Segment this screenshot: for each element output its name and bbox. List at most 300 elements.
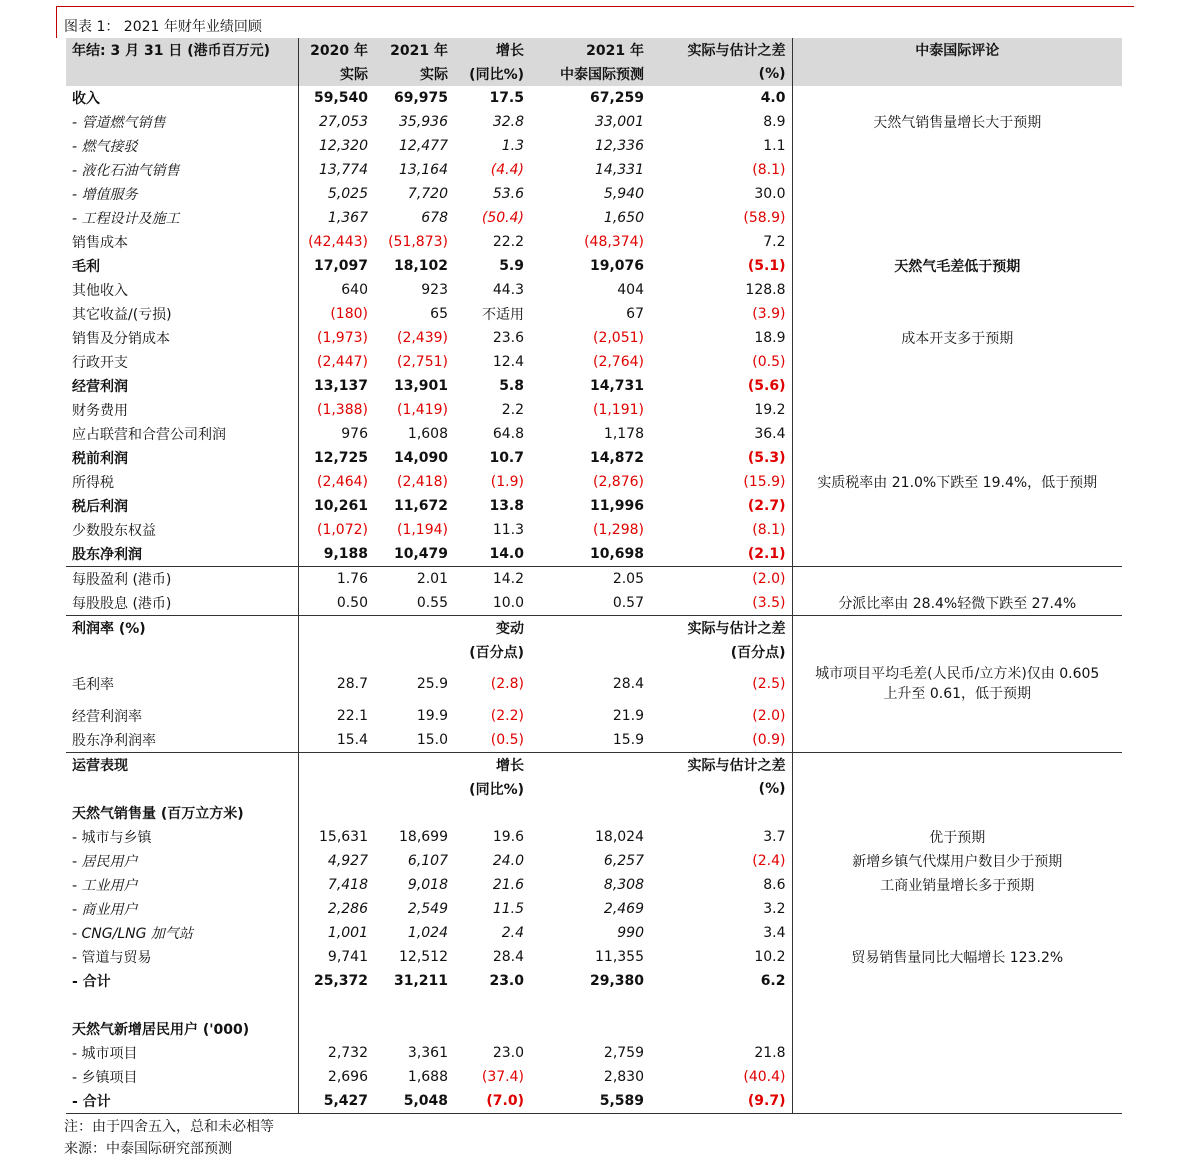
row-label: 销售及分销成本 — [66, 326, 298, 350]
value-diff: 36.4 — [650, 422, 792, 446]
value-growth: (2.2) — [490, 708, 524, 724]
table-row — [66, 446, 1122, 470]
table-body — [66, 38, 1122, 1113]
value-forecast: 14,731 — [589, 378, 644, 394]
row-label: - 商业用户 — [66, 897, 298, 921]
value-2020: 28.7 — [336, 676, 368, 692]
value-2021: 6,107 — [407, 853, 448, 869]
value-forecast: 29,380 — [589, 973, 644, 989]
row-comment — [792, 1089, 1122, 1113]
ops-diff-unit: (%) — [650, 777, 792, 801]
value-diff: (3.9) — [650, 302, 792, 326]
value-forecast: 404 — [617, 282, 644, 298]
header-2020: 2020 年 — [298, 38, 374, 62]
margin-comment-cell — [792, 616, 1122, 641]
value-2021: 3,361 — [407, 1045, 448, 1061]
value-2021: (1,419) — [396, 402, 448, 418]
row-label: 经营利润 — [66, 374, 298, 398]
table-row — [66, 278, 1122, 302]
row-comment: 实质税率由 21.0%下跌至 19.4%，低于预期 — [817, 475, 1098, 491]
row-comment: 分派比率由 28.4%轻微下跌至 27.4% — [838, 596, 1077, 612]
header-row-2 — [66, 62, 1122, 86]
left-frame-line — [56, 6, 57, 38]
table-row — [66, 134, 1122, 158]
value-2021: 31,211 — [393, 973, 448, 989]
value-diff: 7.2 — [650, 230, 792, 254]
value-2021: 2,549 — [407, 901, 448, 917]
value-diff: 30.0 — [650, 182, 792, 206]
value-growth: 11.3 — [492, 522, 524, 538]
value-diff: (8.1) — [650, 518, 792, 542]
value-2021: 25.9 — [416, 676, 448, 692]
value-growth: 1.3 — [501, 138, 524, 154]
new-customers-title — [66, 1017, 1122, 1041]
table-row — [66, 897, 1122, 921]
value-growth: 19.6 — [492, 829, 524, 845]
value-2020: 7,418 — [327, 877, 368, 893]
table-row — [66, 591, 1122, 616]
row-comment: 天然气销售量增长大于预期 — [873, 115, 1042, 131]
value-diff: (5.1) — [650, 254, 792, 278]
value-forecast: 990 — [617, 925, 644, 941]
table-row — [66, 567, 1122, 592]
value-2021: 9,018 — [407, 877, 448, 893]
value-2020: 4,927 — [327, 853, 368, 869]
value-2021: 5,048 — [403, 1093, 448, 1109]
row-label: - 增值服务 — [66, 182, 298, 206]
ops-change-header: 增长 — [454, 753, 530, 778]
footnotes — [64, 1116, 274, 1160]
table-row — [66, 728, 1122, 753]
table-row — [66, 1089, 1122, 1113]
value-growth: 14.2 — [454, 567, 530, 592]
value-diff: 6.2 — [650, 969, 792, 993]
row-comment — [792, 158, 1122, 182]
row-label: - CNG/LNG 加气站 — [66, 921, 298, 945]
row-label: - 液化石油气销售 — [66, 158, 298, 182]
value-diff: 4.0 — [650, 86, 792, 110]
value-growth: 12.4 — [492, 354, 524, 370]
ops-header-row-2 — [66, 777, 1122, 801]
value-diff: (2.0) — [650, 704, 792, 728]
header-2021: 2021 年 — [374, 38, 454, 62]
row-comment — [792, 1041, 1122, 1065]
value-2021: 11,672 — [393, 498, 448, 514]
row-comment — [792, 230, 1122, 254]
value-forecast: 33,001 — [595, 114, 644, 130]
table-row — [66, 86, 1122, 110]
table-row — [66, 158, 1122, 182]
value-forecast: 2,830 — [603, 1069, 644, 1085]
row-comment — [792, 518, 1122, 542]
source-note: 来源：中泰国际研究部预测 — [64, 1141, 232, 1157]
value-growth: 44.3 — [492, 282, 524, 298]
value-2021: 10,479 — [393, 546, 448, 562]
row-label: 股东净利润 — [66, 542, 298, 567]
value-2021: 35,936 — [399, 114, 448, 130]
value-2020: (2,464) — [316, 474, 368, 490]
row-label: 毛利 — [66, 254, 298, 278]
value-diff: 8.6 — [650, 873, 792, 897]
value-diff: 3.4 — [650, 921, 792, 945]
value-2021: 69,975 — [393, 90, 448, 106]
value-growth: 32.8 — [492, 114, 524, 130]
value-forecast: (48,374) — [584, 234, 644, 250]
row-label: 股东净利润率 — [66, 728, 298, 753]
table-row — [66, 110, 1122, 134]
value-diff: 3.7 — [650, 825, 792, 849]
value-2021: 0.55 — [416, 595, 448, 611]
value-2020: 0.50 — [336, 595, 368, 611]
value-diff: (3.5) — [650, 591, 792, 616]
row-label: - 城市与乡镇 — [66, 825, 298, 849]
value-growth: (4.4) — [490, 162, 524, 178]
value-2020: 2,696 — [327, 1069, 368, 1085]
row-label: 每股盈利 (港币) — [66, 567, 298, 592]
row-label: - 工程设计及施工 — [66, 206, 298, 230]
value-growth: (37.4) — [481, 1069, 524, 1085]
value-growth: 10.7 — [489, 450, 524, 466]
row-comment: 天然气毛差低于预期 — [894, 259, 1021, 275]
value-diff: (2.7) — [650, 494, 792, 518]
table-row — [66, 873, 1122, 897]
table-row — [66, 182, 1122, 206]
row-label: - 工业用户 — [66, 873, 298, 897]
header-2021-sub: 实际 — [374, 62, 454, 86]
value-growth: 23.0 — [489, 973, 524, 989]
figure-title: 图表 1： 2021 年财年业绩回顾 — [64, 19, 262, 35]
row-comment — [792, 422, 1122, 446]
ops-title: 运营表现 — [66, 753, 298, 778]
row-comment — [792, 897, 1122, 921]
value-forecast: 1,178 — [603, 426, 644, 442]
row-comment — [792, 567, 1122, 592]
value-2020: (2,447) — [316, 354, 368, 370]
value-diff: (2.4) — [650, 849, 792, 873]
value-2020: 13,137 — [313, 378, 368, 394]
row-label: - 城市项目 — [66, 1041, 298, 1065]
value-growth: 17.5 — [489, 90, 524, 106]
value-2021: 12,477 — [399, 138, 448, 154]
value-2021: 2.01 — [374, 567, 454, 592]
row-comment — [792, 446, 1122, 470]
value-growth: 11.5 — [492, 901, 524, 917]
value-2021: (2,439) — [396, 330, 448, 346]
value-2020: 25,372 — [313, 973, 368, 989]
row-comment — [792, 278, 1122, 302]
table-row — [66, 664, 1122, 704]
ops-comment-cell — [792, 753, 1122, 778]
value-2021: (2,751) — [396, 354, 448, 370]
value-2020: 59,540 — [313, 90, 368, 106]
value-forecast: 12,336 — [595, 138, 644, 154]
row-label: 税前利润 — [66, 446, 298, 470]
value-2020: 9,188 — [323, 546, 368, 562]
value-growth: 21.6 — [492, 877, 524, 893]
value-forecast: 6,257 — [603, 853, 644, 869]
table-row — [66, 206, 1122, 230]
value-2020: 15,631 — [319, 829, 368, 845]
row-label: 所得税 — [66, 470, 298, 494]
top-frame-line — [56, 6, 1134, 7]
table-row — [66, 398, 1122, 422]
value-growth: 23.0 — [492, 1045, 524, 1061]
value-growth: 10.0 — [492, 595, 524, 611]
ops-diff-header: 实际与估计之差 — [650, 753, 792, 778]
gas-volume-title-label: 天然气销售量 (百万立方米) — [66, 801, 298, 825]
value-2020: 1.76 — [298, 567, 374, 592]
row-label: 行政开支 — [66, 350, 298, 374]
row-label: 少数股东权益 — [66, 518, 298, 542]
value-forecast: (1,191) — [592, 402, 644, 418]
margin-change-unit: (百分点) — [469, 645, 524, 661]
value-2021: 18,699 — [399, 829, 448, 845]
value-2020: 13,774 — [319, 162, 368, 178]
row-comment: 贸易销售量同比大幅增长 123.2% — [851, 950, 1064, 966]
value-forecast: 0.57 — [612, 595, 644, 611]
value-2021: 12,512 — [399, 949, 448, 965]
row-label: 销售成本 — [66, 230, 298, 254]
table-row — [66, 326, 1122, 350]
row-label: - 合计 — [66, 969, 298, 993]
header-row-1 — [66, 38, 1122, 62]
table-row — [66, 422, 1122, 446]
value-diff: (8.1) — [650, 158, 792, 182]
table-row — [66, 945, 1122, 969]
value-2020: 2,732 — [327, 1045, 368, 1061]
value-growth: 22.2 — [492, 234, 524, 250]
value-growth: (50.4) — [481, 210, 524, 226]
value-forecast: 11,996 — [589, 498, 644, 514]
row-comment — [792, 182, 1122, 206]
value-forecast: (1,298) — [592, 522, 644, 538]
row-label: 毛利率 — [66, 664, 298, 704]
value-forecast: 1,650 — [603, 210, 644, 226]
value-2020: 15.4 — [336, 732, 368, 748]
value-diff: 1.1 — [650, 134, 792, 158]
value-2020: 10,261 — [313, 498, 368, 514]
row-label: 经营利润率 — [66, 704, 298, 728]
header-diff: 实际与估计之差 — [650, 38, 792, 62]
ops-change-unit: (同比%) — [469, 782, 524, 798]
value-2020: 12,725 — [313, 450, 368, 466]
row-comment — [792, 542, 1122, 567]
table-row — [66, 825, 1122, 849]
row-label: 应占联营和合营公司利润 — [66, 422, 298, 446]
value-2020: 9,741 — [327, 949, 368, 965]
row-label: - 乡镇项目 — [66, 1065, 298, 1089]
row-label: - 管道与贸易 — [66, 945, 298, 969]
value-growth: 2.4 — [501, 925, 524, 941]
value-2021: 18,102 — [393, 258, 448, 274]
value-growth: 2.2 — [501, 402, 524, 418]
value-2021: 13,164 — [399, 162, 448, 178]
table-row — [66, 470, 1122, 494]
value-2020: (1,973) — [316, 330, 368, 346]
value-forecast: 11,355 — [595, 949, 644, 965]
header-diff-sub: (%) — [650, 62, 792, 86]
row-label: - 居民用户 — [66, 849, 298, 873]
value-2020: 5,427 — [323, 1093, 368, 1109]
value-2021: 65 — [430, 306, 448, 322]
row-label: - 管道燃气销售 — [66, 110, 298, 134]
value-growth: (7.0) — [486, 1093, 524, 1109]
value-2020: 1,367 — [327, 210, 368, 226]
table-row — [66, 1041, 1122, 1065]
row-label: 每股股息 (港币) — [66, 591, 298, 616]
value-growth: (2.8) — [490, 676, 524, 692]
value-diff: (2.1) — [650, 542, 792, 567]
margin-header-row — [66, 616, 1122, 641]
margin-change-header: 变动 — [454, 616, 530, 641]
value-2020: 27,053 — [319, 114, 368, 130]
header-period: 年结: 3 月 31 日 (港币百万元) — [66, 38, 298, 62]
value-diff: (15.9) — [650, 470, 792, 494]
value-diff: 10.2 — [650, 945, 792, 969]
table-row — [66, 494, 1122, 518]
header-2020-sub: 实际 — [298, 62, 374, 86]
row-label: 财务费用 — [66, 398, 298, 422]
value-diff: (9.7) — [650, 1089, 792, 1113]
value-diff: 19.2 — [650, 398, 792, 422]
row-comment — [792, 350, 1122, 374]
value-diff: (2.0) — [650, 567, 792, 592]
value-2020: 17,097 — [313, 258, 368, 274]
row-comment: 优于预期 — [929, 830, 986, 846]
value-forecast: 2,759 — [603, 1045, 644, 1061]
margin-diff-unit: (百分点) — [650, 640, 792, 664]
value-diff: (0.9) — [650, 728, 792, 753]
row-comment — [792, 494, 1122, 518]
value-2021: (2,418) — [396, 474, 448, 490]
table-bottom-rule — [66, 1113, 1122, 1114]
value-2021: 923 — [421, 282, 448, 298]
value-2020: 976 — [341, 426, 368, 442]
value-growth: 5.8 — [499, 378, 524, 394]
value-growth: 24.0 — [492, 853, 524, 869]
row-comment — [792, 86, 1122, 110]
margin-title: 利润率 (%) — [66, 616, 298, 641]
value-growth: 28.4 — [492, 949, 524, 965]
value-growth: 5.9 — [499, 258, 524, 274]
value-diff: 128.8 — [650, 278, 792, 302]
value-diff: 3.2 — [650, 897, 792, 921]
header-growth-sub: (同比%) — [454, 62, 530, 86]
table-row — [66, 302, 1122, 326]
value-diff: (58.9) — [650, 206, 792, 230]
row-label: 税后利润 — [66, 494, 298, 518]
row-comment — [792, 134, 1122, 158]
value-2020: 640 — [341, 282, 368, 298]
margin-header-row-2 — [66, 640, 1122, 664]
value-2020: (1,072) — [316, 522, 368, 538]
value-growth: 53.6 — [492, 186, 524, 202]
table-row — [66, 1065, 1122, 1089]
row-label: 收入 — [66, 86, 298, 110]
value-forecast: 2.05 — [530, 567, 650, 592]
value-forecast: 18,024 — [595, 829, 644, 845]
table-row — [66, 704, 1122, 728]
value-forecast: 2,469 — [603, 901, 644, 917]
row-label: 其他收入 — [66, 278, 298, 302]
value-forecast: 67,259 — [589, 90, 644, 106]
value-diff: (0.5) — [650, 350, 792, 374]
header-comment: 中泰国际评论 — [792, 38, 1122, 62]
row-comment — [792, 302, 1122, 326]
value-2021: (51,873) — [388, 234, 448, 250]
value-diff: 8.9 — [650, 110, 792, 134]
row-comment: 新增乡镇气代煤用户数目少于预期 — [852, 854, 1063, 870]
value-growth: 13.8 — [489, 498, 524, 514]
value-2021: (1,194) — [396, 522, 448, 538]
table-row — [66, 350, 1122, 374]
table-row — [66, 518, 1122, 542]
value-growth: (0.5) — [490, 732, 524, 748]
table-row — [66, 542, 1122, 567]
value-2020: (180) — [330, 306, 368, 322]
header-forecast: 2021 年 — [530, 38, 650, 62]
row-comment — [792, 969, 1122, 993]
header-growth: 增长 — [454, 38, 530, 62]
row-comment — [792, 374, 1122, 398]
value-growth: 64.8 — [492, 426, 524, 442]
value-growth: 23.6 — [492, 330, 524, 346]
value-forecast: (2,876) — [592, 474, 644, 490]
table-row — [66, 849, 1122, 873]
value-diff: (5.6) — [650, 374, 792, 398]
value-diff: (2.5) — [650, 664, 792, 704]
header-forecast-sub: 中泰国际预测 — [530, 62, 650, 86]
table-row — [66, 921, 1122, 945]
new-customers-title-label: 天然气新增居民用户 ('000) — [66, 1017, 298, 1041]
value-forecast: 15.9 — [612, 732, 644, 748]
value-forecast: 67 — [626, 306, 644, 322]
table-row — [66, 254, 1122, 278]
value-forecast: 21.9 — [612, 708, 644, 724]
value-2020: (1,388) — [316, 402, 368, 418]
value-2021: 1,024 — [407, 925, 448, 941]
row-label: 其它收益/(亏损) — [66, 302, 298, 326]
spacer-row — [66, 993, 1122, 1017]
table-row — [66, 374, 1122, 398]
value-2021: 19.9 — [416, 708, 448, 724]
value-forecast: (2,764) — [592, 354, 644, 370]
value-2021: 14,090 — [393, 450, 448, 466]
value-growth: 14.0 — [489, 546, 524, 562]
value-2021: 1,608 — [407, 426, 448, 442]
margin-diff-header: 实际与估计之差 — [650, 616, 792, 641]
rounding-note: 注：由于四舍五入，总和未必相等 — [64, 1119, 274, 1135]
value-2021: 15.0 — [416, 732, 448, 748]
value-2021: 7,720 — [407, 186, 448, 202]
value-2020: 12,320 — [319, 138, 368, 154]
value-growth: (1.9) — [490, 474, 524, 490]
value-diff: 18.9 — [650, 326, 792, 350]
value-2020: 22.1 — [336, 708, 368, 724]
table-row — [66, 230, 1122, 254]
value-forecast: 14,331 — [595, 162, 644, 178]
value-growth: 不适用 — [482, 307, 524, 323]
value-2021: 13,901 — [393, 378, 448, 394]
row-comment: 成本开支多于预期 — [901, 331, 1014, 347]
value-2020: 5,025 — [327, 186, 368, 202]
value-forecast: 14,872 — [589, 450, 644, 466]
gas-volume-title — [66, 801, 1122, 825]
row-label: - 合计 — [66, 1089, 298, 1113]
row-comment — [792, 1065, 1122, 1089]
value-forecast: 5,940 — [603, 186, 644, 202]
value-2020: (42,443) — [308, 234, 368, 250]
